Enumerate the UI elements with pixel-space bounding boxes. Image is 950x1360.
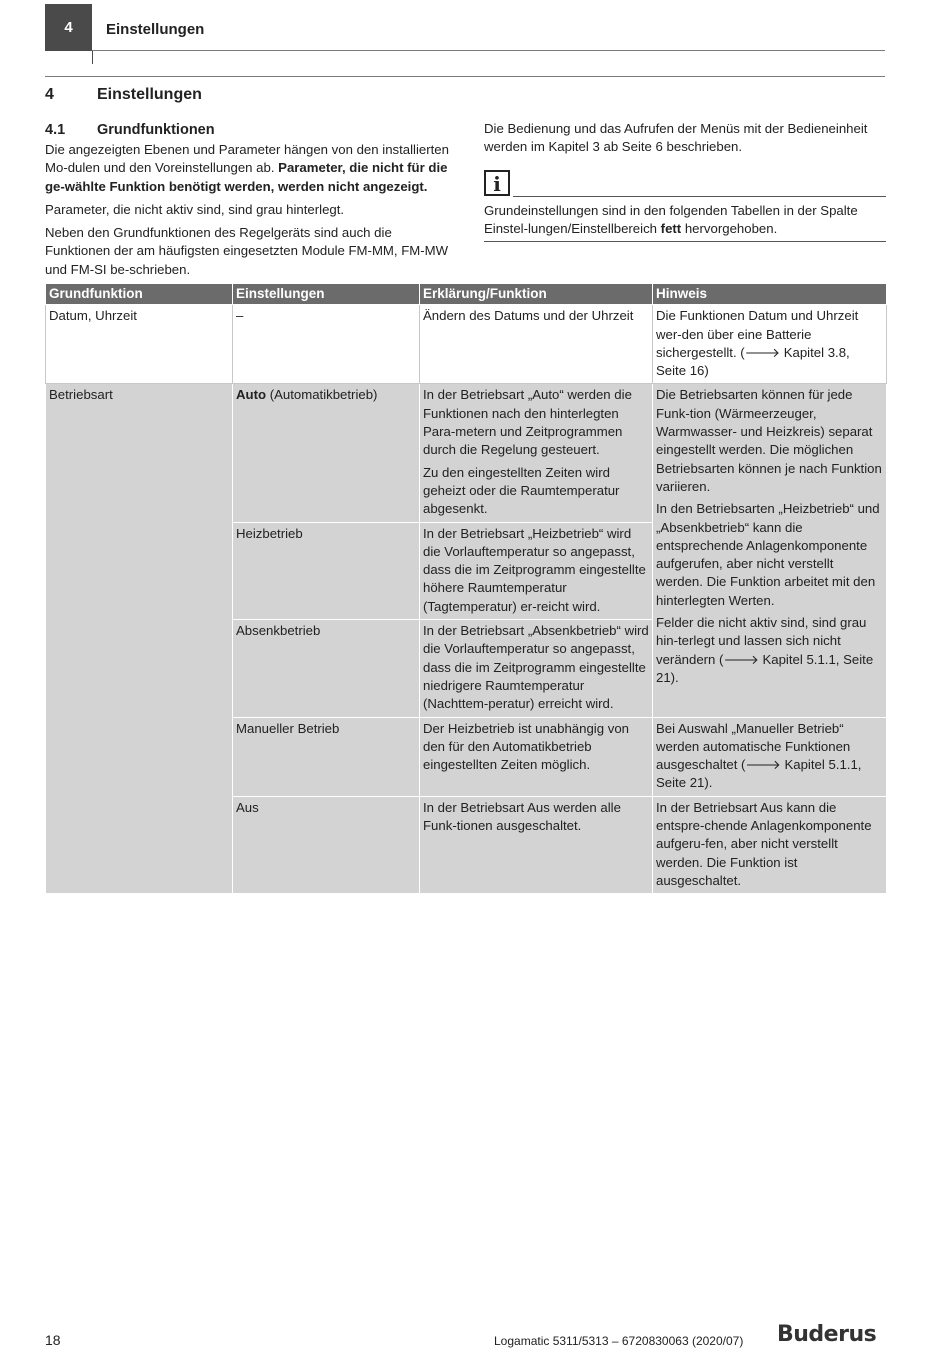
intro-paragraph-1-text: Die angezeigten Ebenen und Parameter hängen von den installierten Mo-dulen und den Voreinstellungen ab. [45,142,449,176]
cell-erklaerung: Ändern des Datums und der Uhrzeit [420,305,653,384]
cell-hinweis: Die Funktionen Datum und Uhrzeit wer-den über eine Batterie sichergestellt. (🡒 Kapitel 3.8, Seite 16) [653,305,887,384]
cell-grundfunktion-betriebsart: Betriebsart [46,384,233,894]
cell-einstellung-aus: Aus [233,796,420,893]
info-note-text-bold: fett [660,221,682,237]
header-rule [92,50,885,51]
running-header-title: Einstellungen [106,21,205,38]
auto-setting-bold: Auto [236,387,267,403]
hinweis-betriebsarten-2: In den Betriebsarten „Heizbetrieb“ und „Absenkbetrieb“ kann die entsprechende Anlagenkomponente aufgerufen, aber nicht verstellt werden. Die Funktion arbeitet mit den hinterlegten Werten. [656,501,880,608]
table-header-row [46,284,887,305]
cell-hinweis-manuell: Bei Auswahl „Manueller Betrieb“ werden automatische Funktionen ausgeschaltet (🡒 Kapitel 5.1.1, Seite 21). [653,717,887,796]
intro-paragraph-1 [45,141,450,196]
cell-hinweis-betriebsarten [653,384,887,717]
cell-erklaerung-heizbetrieb: In der Betriebsart „Heizbetrieb“ wird die Vorlauftemperatur so angepasst, dass die im Zeitprogramm eingestellte höhere Raumtemperatur (Tagtemperatur) er-reicht wird. [420,522,653,619]
cell-erklaerung-auto [420,384,653,522]
intro-right-column [484,120,886,157]
operation-reference-paragraph: Die Bedienung und das Aufrufen der Menüs mit der Bedieneinheit werden im Kapitel 3 ab Seite 6 beschrieben. [484,121,868,155]
cell-einstellung-absenkbetrieb: Absenkbetrieb [233,620,420,717]
cell-einstellung-heizbetrieb: Heizbetrieb [233,522,420,619]
page-number: 18 [45,1332,61,1348]
info-note-text [484,202,886,239]
chapter-tab-tick [92,50,93,64]
info-note-top-rule [513,196,886,197]
table-row-betriebsart-auto [46,384,887,522]
intro-paragraph-3: Neben den Grundfunktionen des Regelgeräts sind auch die Funktionen der am häufigsten eingesetzten Module FM-MM, FM-MW und FM-SI be-schrieben. [45,225,449,277]
hinweis-betriebsarten-3: Felder die nicht aktiv sind, sind grau hin-terlegt und lassen sich nicht verändern (🡒 Kapitel 5.1.1, Seite 21). [656,615,874,685]
cell-erklaerung-manuell: Der Heizbetrieb ist unabhängig von den für den Automatikbetrieb eingestellten Zeiten möglich. [420,717,653,796]
cell-grundfunktion: Datum, Uhrzeit [46,305,233,384]
info-icon: i [484,170,510,196]
intro-paragraph-1-bold: Parameter, die nicht für die ge-wählte Funktion benötigt werden, werden nicht angezeigt. [45,160,448,194]
table-row-datum-uhrzeit [46,305,887,384]
column-header-erklaerung: Erklärung/Funktion [420,284,653,305]
info-note-text-before: Grundeinstellungen sind in den folgenden Tabellen in der Spalte Einstel-lungen/Einstellbereich [484,203,858,237]
cell-einstellung-manuell: Manueller Betrieb [233,717,420,796]
intro-paragraph-2: Parameter, die nicht aktiv sind, sind grau hinterlegt. [45,201,345,217]
intro-left-column [45,141,450,284]
info-note-text-after: hervorgehoben. [681,221,778,237]
cell-hinweis-aus: In der Betriebsart Aus kann die entspre-chende Anlagenkomponente aufgeru-fen, aber nicht verstellt werden. Die Funktion ist ausgeschaltet. [653,796,887,893]
cell-einstellung: – [233,305,420,384]
section-number: 4 [45,86,54,103]
info-note-bottom-rule [484,241,886,242]
cell-einstellung-auto [233,384,420,522]
auto-explanation-1: In der Betriebsart „Auto“ werden die Funktionen nach den hinterlegten Para-metern und Zeitprogrammen durch die Regelung gesteuert. [423,387,632,458]
subsection-title: Grundfunktionen [97,122,215,138]
hinweis-betriebsarten-1: Die Betriebsarten können für jede Funk-tion (Wärmeerzeuger, Warmwasser- und Heizkreis) separat eingestellt werden. Die möglichen Betriebsarten können je nach Funktion variieren. [656,387,882,494]
auto-setting-rest: (Automatikbetrieb) [266,387,378,403]
chapter-number-tab: 4 [45,4,92,51]
auto-explanation-2: Zu den eingestellten Zeiten wird geheizt oder die Raumtemperatur abgesenkt. [423,464,620,517]
cell-erklaerung-aus: In der Betriebsart Aus werden alle Funk-tionen ausgeschaltet. [420,796,653,893]
section-rule [45,76,885,77]
subsection-number: 4.1 [45,122,66,138]
footer-document-id: Logamatic 5311/5313 – 6720830063 (2020/07) [494,1334,744,1348]
column-header-einstellungen: Einstellungen [233,284,420,305]
cell-erklaerung-absenkbetrieb: In der Betriebsart „Absenkbetrieb“ wird die Vorlauftemperatur so angepasst, dass die im Zeitprogramm eingestellte niedrigere Raumtemperatur (Nachttem-peratur) erreicht wird. [420,620,653,717]
buderus-logo: Buderus [777,1322,877,1347]
column-header-hinweis: Hinweis [653,284,887,305]
column-header-grundfunktion: Grundfunktion [46,284,233,305]
section-title: Einstellungen [97,86,202,103]
basic-functions-table [45,283,887,894]
